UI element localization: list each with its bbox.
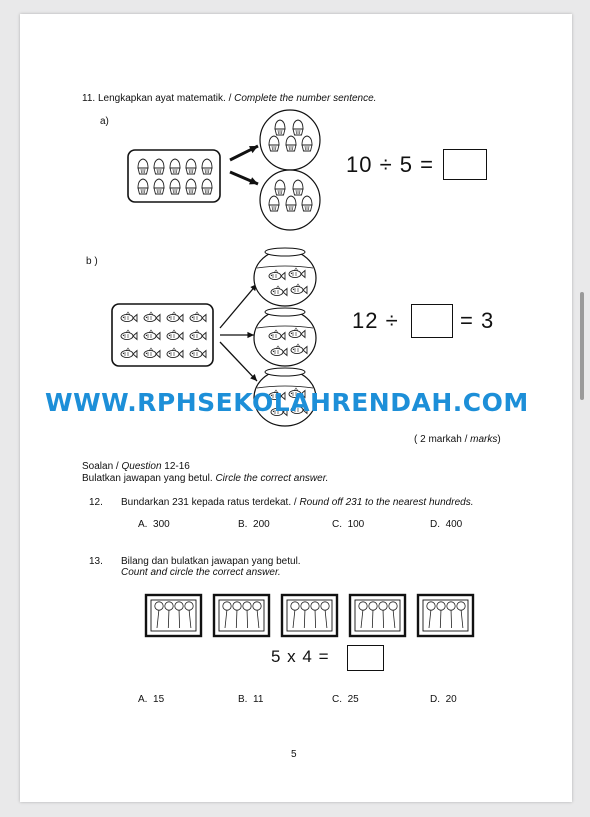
lollipop-icon xyxy=(379,602,387,610)
section-title-range: 12-16 xyxy=(161,461,190,472)
lollipop-frame xyxy=(418,595,473,636)
bowl-rim xyxy=(265,308,305,316)
q11-marks xyxy=(414,434,501,445)
q13-option-c[interactable] xyxy=(332,694,359,705)
q13-number: 13. xyxy=(89,556,103,567)
q12-option-c[interactable] xyxy=(332,519,364,530)
section-title-en: Question xyxy=(121,461,162,472)
cupcake-icon xyxy=(186,179,196,194)
lollipop-icon xyxy=(457,602,465,610)
q13-option-a[interactable] xyxy=(138,694,164,705)
bowl-rim xyxy=(265,248,305,256)
q11b-equation-right: = 3 xyxy=(460,308,495,333)
cupcake-icon xyxy=(302,136,312,151)
option-value: 15 xyxy=(153,694,165,705)
cupcake-icon xyxy=(286,136,296,151)
option-value: 200 xyxy=(253,519,270,530)
lollipop-icon xyxy=(427,602,435,610)
q12-text-en: Round off 231 to the nearest hundreds. xyxy=(299,497,474,508)
lollipop-icon xyxy=(253,602,261,610)
option-value: 20 xyxy=(445,694,457,705)
section-title xyxy=(82,461,190,472)
q11-text-ms: Lengkapkan ayat matematik. / xyxy=(97,93,235,104)
bowl-rim xyxy=(265,368,305,376)
lollipop-icon xyxy=(389,602,397,610)
cupcake-icon xyxy=(286,196,296,211)
cupcake-icon xyxy=(170,179,180,194)
lollipop-icon xyxy=(321,602,329,610)
cupcake-division-illustration xyxy=(120,108,330,238)
q11-number: 11. xyxy=(82,93,96,104)
q11b-label: b ) xyxy=(86,256,98,267)
cupcake-icon xyxy=(154,179,164,194)
q13-option-b[interactable] xyxy=(238,694,263,705)
scrollbar-thumb[interactable] xyxy=(580,292,584,400)
option-letter: D. xyxy=(430,519,440,530)
section-instruction xyxy=(82,473,328,484)
q12-option-b[interactable] xyxy=(238,519,270,530)
lollipop-icon xyxy=(233,602,241,610)
cupcake-icon xyxy=(202,179,212,194)
cupcake-icon xyxy=(202,159,212,174)
lollipop-frames xyxy=(144,593,478,639)
option-value: 400 xyxy=(445,519,463,530)
q13-answer-box[interactable] xyxy=(347,645,384,671)
lollipop-icon xyxy=(243,602,251,610)
lollipop-icon xyxy=(359,602,367,610)
option-value: 25 xyxy=(347,694,359,705)
cupcake-icon xyxy=(293,120,303,135)
cupcake-icon xyxy=(293,180,303,195)
option-value: 100 xyxy=(347,519,365,530)
marks-close: ) xyxy=(497,434,501,445)
option-letter: A. xyxy=(138,519,148,530)
lollipop-frame xyxy=(282,595,337,636)
lollipop-frame xyxy=(350,595,405,636)
q11b-equation-left: 12 ÷ xyxy=(352,308,399,333)
q13-text-en: Count and circle the correct answer. xyxy=(121,567,281,578)
arrow-line xyxy=(220,342,257,381)
section-instr-ms: Bulatkan jawapan yang betul. xyxy=(82,473,216,484)
lollipop-icon xyxy=(185,602,193,610)
cupcake-icon xyxy=(138,179,148,194)
q11b-answer-box[interactable] xyxy=(411,304,453,338)
q12-question xyxy=(121,497,473,508)
option-letter: C. xyxy=(332,694,342,705)
q11a-equation: 10 ÷ 5 = xyxy=(346,152,434,177)
cupcake-icon xyxy=(138,159,148,174)
lollipop-frame xyxy=(146,595,201,636)
option-letter: A. xyxy=(138,694,148,705)
cupcake-icon xyxy=(154,159,164,174)
q11-text-en: Complete the number sentence. xyxy=(234,93,377,104)
cupcake-icon xyxy=(170,159,180,174)
cupcake-icon xyxy=(186,159,196,174)
page-number: 5 xyxy=(291,749,297,760)
q11a-answer-box[interactable] xyxy=(443,149,487,180)
lollipop-icon xyxy=(301,602,309,610)
lollipop-icon xyxy=(437,602,445,610)
q12-option-d[interactable] xyxy=(430,519,462,530)
marks-en: marks xyxy=(470,434,498,445)
q13-text-ms: Bilang dan bulatkan jawapan yang betul. xyxy=(121,556,301,567)
option-letter: D. xyxy=(430,694,440,705)
marks-ms: ( 2 markah / xyxy=(414,434,471,445)
option-letter: B. xyxy=(238,519,248,530)
lollipop-icon xyxy=(155,602,163,610)
q12-number: 12. xyxy=(89,497,103,508)
lollipop-frame xyxy=(214,595,269,636)
q13-option-d[interactable] xyxy=(430,694,457,705)
lollipop-icon xyxy=(223,602,231,610)
option-letter: B. xyxy=(238,694,248,705)
cupcake-icon xyxy=(269,136,279,151)
option-letter: C. xyxy=(332,519,342,530)
arrow-head-icon xyxy=(247,332,254,338)
q11-instruction xyxy=(82,93,376,104)
lollipop-icon xyxy=(369,602,377,610)
watermark: WWW.RPHSEKOLAHRENDAH.COM xyxy=(45,388,529,417)
lollipop-icon xyxy=(311,602,319,610)
option-value: 300 xyxy=(153,519,170,530)
section-instr-en: Circle the correct answer. xyxy=(215,473,329,484)
option-value: 11 xyxy=(253,694,264,705)
cupcake-icon xyxy=(275,120,285,135)
cupcake-icon xyxy=(302,196,312,211)
cupcake-icon xyxy=(269,196,279,211)
cupcake-icon xyxy=(275,180,285,195)
lollipop-icon xyxy=(291,602,299,610)
lollipop-icon xyxy=(175,602,183,610)
section-title-ms: Soalan / xyxy=(82,461,122,472)
q12-option-a[interactable] xyxy=(138,519,170,530)
lollipop-icon xyxy=(447,602,455,610)
arrow-line xyxy=(220,284,257,328)
q11a-label: a) xyxy=(100,116,109,127)
lollipop-icon xyxy=(165,602,173,610)
q12-text-ms: Bundarkan 231 kepada ratus terdekat. / xyxy=(121,497,300,508)
q13-equation: 5 x 4 = xyxy=(271,647,330,666)
